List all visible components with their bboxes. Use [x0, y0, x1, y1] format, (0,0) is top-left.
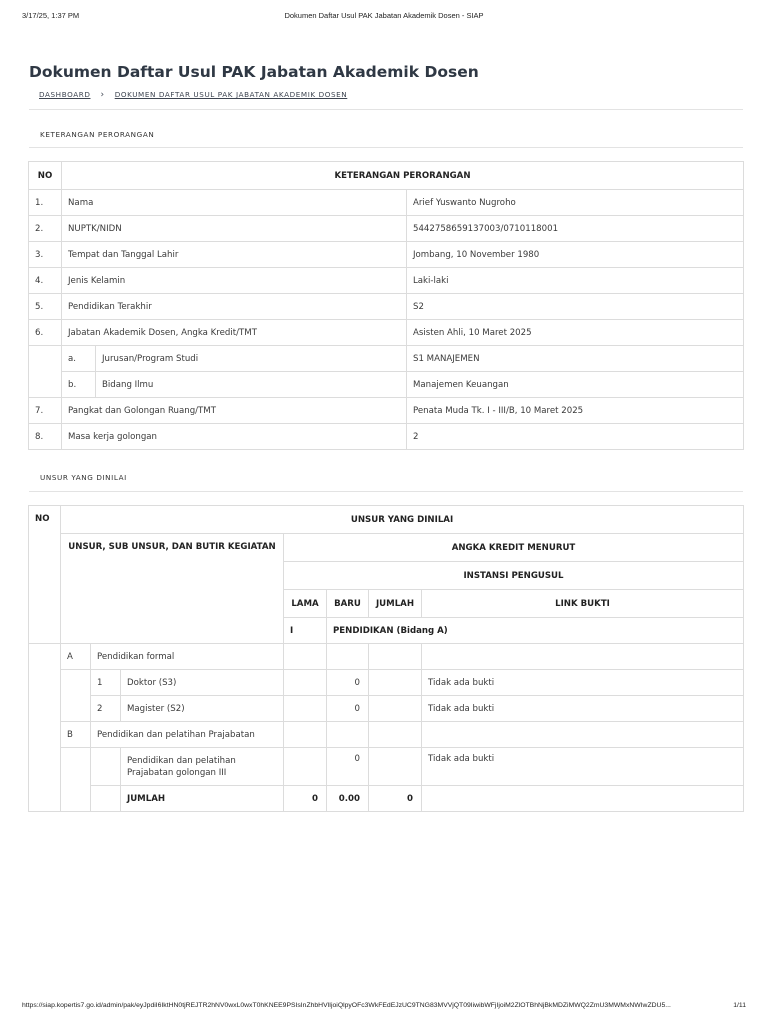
total-label: JUMLAH [121, 786, 284, 812]
row-label: Bidang Ilmu [96, 372, 407, 398]
table-row [29, 644, 744, 670]
table-row [29, 346, 744, 372]
total-jumlah: 0 [369, 786, 422, 812]
sub-label: Pendidikan dan pelatihan Prajabatan [91, 722, 284, 748]
row-number: 8. [29, 424, 62, 450]
section-unsur-label: UNSUR YANG DINILAI [40, 473, 127, 482]
column-header-baru: BARU [327, 590, 369, 618]
divider [29, 147, 743, 148]
row-value: Arief Yuswanto Nugroho [407, 190, 744, 216]
item-baru: 0 [327, 696, 369, 722]
row-label: Pangkat dan Golongan Ruang/TMT [62, 398, 407, 424]
print-page-number: 1/11 [733, 1002, 746, 1009]
column-header-link: LINK BUKTI [422, 590, 744, 618]
column-header-keterangan: KETERANGAN PERORANGAN [62, 162, 744, 190]
group-label: PENDIDIKAN (Bidang A) [327, 618, 744, 644]
row-value: S2 [407, 294, 744, 320]
item-label: Doktor (S3) [121, 670, 284, 696]
sub-code: B [61, 722, 91, 748]
column-header-lama: LAMA [284, 590, 327, 618]
item-label: Pendidikan dan pelatihan Prajabatan golongan III [121, 748, 284, 786]
personal-info-table [28, 161, 744, 450]
table-header-row [29, 162, 744, 190]
column-header-no: NO [29, 162, 62, 190]
row-label: Jurusan/Program Studi [96, 346, 407, 372]
total-baru: 0.00 [327, 786, 369, 812]
item-link: Tidak ada bukti [422, 696, 744, 722]
item-baru: 0 [327, 670, 369, 696]
row-label: Masa kerja golongan [62, 424, 407, 450]
print-url: https://siap.kopertis7.go.id/admin/pak/eyJpdiI6IktHN0tjREJTR2hNV0wxL0wxT0hKNEE9PSIsInZhbHVlIjoiQlpyOFc3WkFEdEJzUC9TNG83MVVjQT09IiwibWFjIjoiM2ZlOTBhNjBkMDZiMWQ2ZmU3MWMxNWIwZDU5... [22, 1002, 671, 1009]
column-header-unsur: UNSUR YANG DINILAI [61, 506, 744, 534]
table-row [29, 268, 744, 294]
breadcrumb-dashboard-link[interactable]: DASHBOARD [39, 90, 91, 99]
table-row [29, 424, 744, 450]
row-number: 6. [29, 320, 62, 346]
row-value: Asisten Ahli, 10 Maret 2025 [407, 320, 744, 346]
item-number: 1 [91, 670, 121, 696]
breadcrumb [39, 90, 347, 100]
row-label: Jabatan Akademik Dosen, Angka Kredit/TMT [62, 320, 407, 346]
row-value: 5442758659137003/0710118001 [407, 216, 744, 242]
row-number: 2. [29, 216, 62, 242]
table-row [29, 670, 744, 696]
row-sub-letter: a. [62, 346, 96, 372]
total-row [29, 786, 744, 812]
table-row [29, 320, 744, 346]
row-number: 4. [29, 268, 62, 294]
item-baru: 0 [327, 748, 369, 786]
row-label: Jenis Kelamin [62, 268, 407, 294]
breadcrumb-current-link[interactable]: DOKUMEN DAFTAR USUL PAK JABATAN AKADEMIK DOSEN [114, 90, 348, 99]
item-label: Magister (S2) [121, 696, 284, 722]
item-number: 2 [91, 696, 121, 722]
print-doc-title: Dokumen Daftar Usul PAK Jabatan Akademik Dosen - SIAP [284, 11, 484, 20]
page-title: Dokumen Daftar Usul PAK Jabatan Akademik Dosen [29, 63, 479, 81]
row-number: 1. [29, 190, 62, 216]
row-value: S1 MANAJEMEN [407, 346, 744, 372]
table-row [29, 748, 744, 786]
row-number: 7. [29, 398, 62, 424]
row-value: Jombang, 10 November 1980 [407, 242, 744, 268]
row-number: 5. [29, 294, 62, 320]
table-row [29, 372, 744, 398]
table-row [29, 190, 744, 216]
section-personal-label: KETERANGAN PERORANGAN [40, 130, 155, 139]
row-value: 2 [407, 424, 744, 450]
print-footer [0, 1002, 768, 1014]
print-header [0, 11, 768, 23]
sub-code: A [61, 644, 91, 670]
table-row [29, 696, 744, 722]
row-sub-letter: b. [62, 372, 96, 398]
item-link: Tidak ada bukti [422, 670, 744, 696]
table-row [29, 294, 744, 320]
group-number: I [284, 618, 327, 644]
divider [29, 491, 743, 492]
column-header-no: NO [29, 506, 61, 644]
table-row [29, 216, 744, 242]
row-label: Pendidikan Terakhir [62, 294, 407, 320]
sub-label: Pendidikan formal [91, 644, 284, 670]
row-number: 3. [29, 242, 62, 268]
table-header-row [29, 534, 744, 562]
total-lama: 0 [284, 786, 327, 812]
print-datetime: 3/17/25, 1:37 PM [22, 11, 80, 20]
item-link: Tidak ada bukti [422, 748, 744, 786]
column-header-activity: UNSUR, SUB UNSUR, DAN BUTIR KEGIATAN [61, 534, 284, 644]
column-header-credit: ANGKA KREDIT MENURUT [284, 534, 744, 562]
divider [29, 109, 743, 110]
row-label: Nama [62, 190, 407, 216]
row-value: Penata Muda Tk. I - III/B, 10 Maret 2025 [407, 398, 744, 424]
table-row [29, 398, 744, 424]
row-label: NUPTK/NIDN [62, 216, 407, 242]
row-value: Manajemen Keuangan [407, 372, 744, 398]
table-header-row [29, 506, 744, 534]
assessment-table [28, 505, 744, 812]
table-row [29, 242, 744, 268]
row-value: Laki-laki [407, 268, 744, 294]
row-label: Tempat dan Tanggal Lahir [62, 242, 407, 268]
table-row [29, 722, 744, 748]
chevron-right-icon: › [100, 90, 105, 100]
row-number-empty [29, 346, 62, 398]
column-header-institution: INSTANSI PENGUSUL [284, 562, 744, 590]
column-header-jumlah: JUMLAH [369, 590, 422, 618]
